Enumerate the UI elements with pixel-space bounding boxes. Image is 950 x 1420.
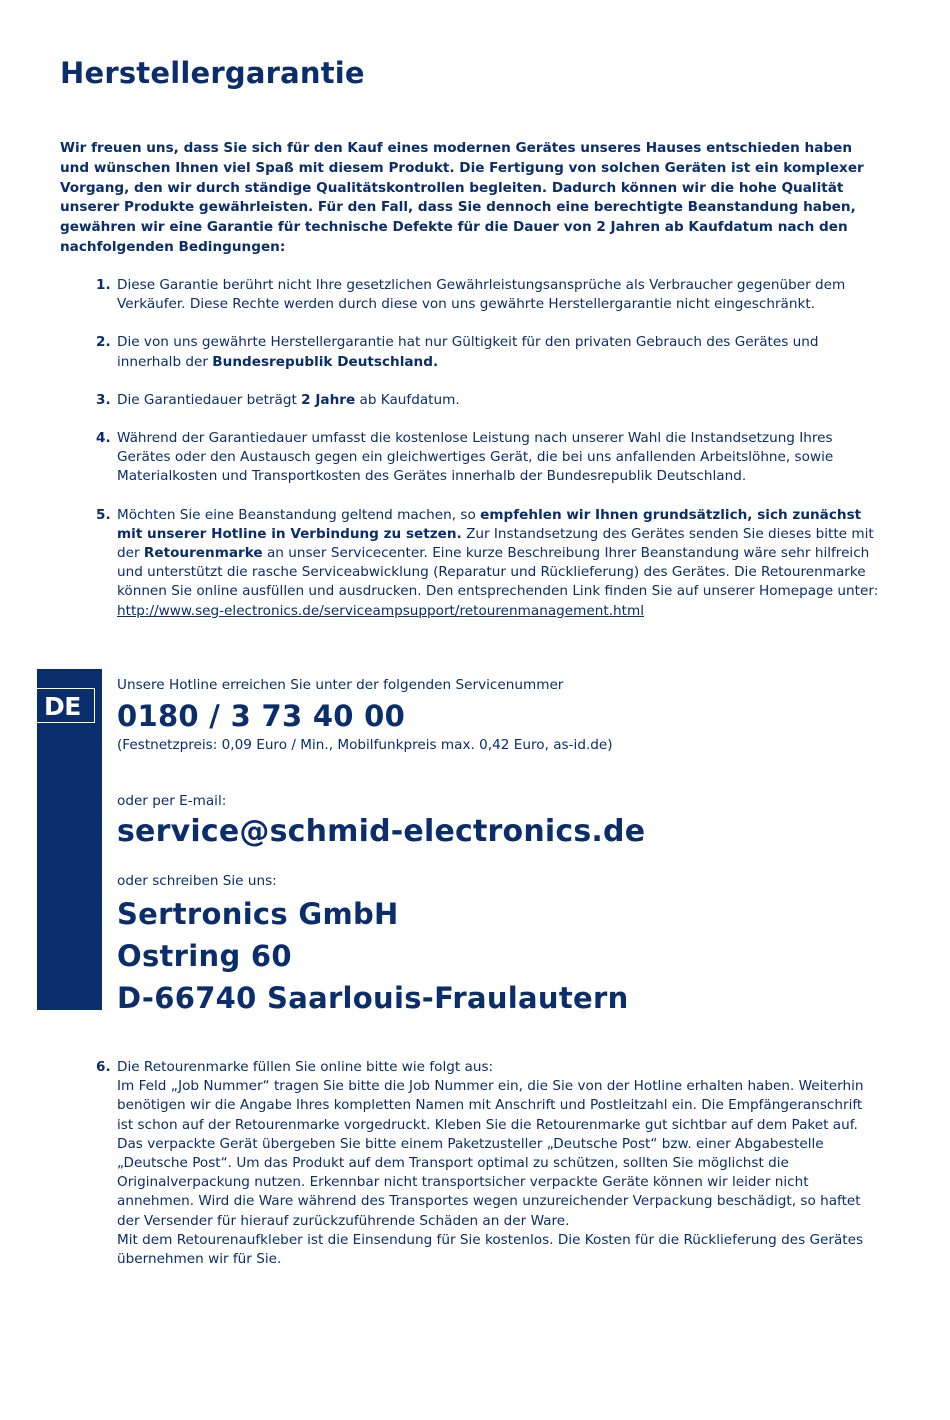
- address-line: Ostring 60: [117, 939, 292, 973]
- item-text-bold: 2 Jahre: [301, 391, 356, 408]
- item-text: [117, 333, 881, 371]
- item-text-line: Mit dem Retourenaufkleber ist die Einsendung für Sie kostenlos. Die Kosten für die Rücklieferung des Gerätes übernehmen wir für Sie.: [117, 1231, 864, 1268]
- item-text-bold: Bundesrepublik Deutschland.: [212, 353, 439, 370]
- retouren-link[interactable]: http://www.seg-electronics.de/serviceampsupport/retourenmanagement.html: [117, 602, 645, 619]
- item-text-part: Die von uns gewährte Herstellergarantie hat nur Gültigkeit für den privaten Gebrauch des Gerätes und innerhalb der: [117, 334, 819, 370]
- item-number: 5.: [96, 506, 111, 523]
- item-text-part: Zur Instandsetzung des Gerätes senden Sie dieses bitte mit der: [117, 525, 874, 562]
- item-text: [117, 391, 881, 410]
- item-text-line: Im Feld „Job Nummer“ tragen Sie bitte die Job Nummer ein, die Sie von der Hotline erhalten haben. Weiterhin benötigen wir die Angabe Ihres kompletten Namen mit Anschrift und Postleitzahl ein. Die Empfängeranschrift ist schon auf der Retourenmarke vorgedruckt. Kleben Sie die Retourenmarke gut sichtbar auf dem Paket auf. Das verpackte Gerät übergeben Sie bitte einem Paketzusteller „Deutsche Post“ bzw. einer Abgabestelle „Deutsche Post“. Um das Produkt auf dem Transport optimal zu schützen, sollten Sie möglichst die Originalverpackung nutzen. Erkennbar nicht transportsicher verpackte Geräte können wir leider nicht annehmen. Wird die Ware während des Transportes wegen unzureichender Verpackung beschädigt, so haftet der Versender für hierauf zurückzuführende Schäden an der Ware.: [117, 1078, 864, 1229]
- item-number: 4.: [96, 430, 111, 447]
- item-text: Während der Garantiedauer umfasst die kostenlose Leistung nach unserer Wahl die Instandsetzung Ihres Gerätes oder den Austausch gegen ein gleichwertiges Gerät, die bei uns anfallenden Arbeitslöhne, sowie Materialkosten und Transportkosten des Gerätes innerhalb der Bundesrepublik Deutschland.: [117, 430, 834, 485]
- intro-paragraph: Wir freuen uns, dass Sie sich für den Kauf eines modernen Gerätes unseres Hauses entschieden haben und wünschen Ihnen viel Spaß mit diesem Produkt. Die Fertigung von solchen Geräten ist ein komplexer Vorgang, den wir durch ständige Qualitätskontrollen begleiten. Dadurch können wir die hohe Qualität unserer Produkte gewährleisten. Für den Fall, dass Sie dennoch eine berechtigte Beanstandung haben, gewähren wir eine Garantie für technische Defekte für die Dauer von 2 Jahren ab Kaufdatum nach den nachfolgenden Bedingungen:: [60, 140, 864, 255]
- item-number: 3.: [96, 391, 111, 408]
- service-email[interactable]: service@schmid-electronics.de: [117, 814, 646, 849]
- address-line: Sertronics GmbH: [117, 897, 399, 931]
- item-text-line: Die Retourenmarke füllen Sie online bitte wie folgt aus:: [117, 1059, 494, 1075]
- page-title: Herstellergarantie: [60, 56, 365, 90]
- item-text-part: an unser Servicecenter. Eine kurze Beschreibung Ihrer Beanstandung wäre sehr hilfreich und unterstützt die rasche Serviceabwicklung (Reparatur und Rücklieferung) des Gerätes. Die Retourenmarke können Sie online ausfüllen und ausdrucken. Den entsprechenden Link finden Sie auf unserer Homepage unter:: [117, 545, 879, 600]
- hotline-price-note: (Festnetzpreis: 0,09 Euro / Min., Mobilfunkpreis max. 0,42 Euro, as-id.de): [117, 737, 613, 753]
- list-item: [96, 429, 881, 487]
- item-number: 2.: [96, 334, 111, 351]
- item-number: 6.: [96, 1059, 111, 1075]
- list-item: [96, 506, 881, 621]
- item-text-bold: empfehlen wir Ihnen grundsätzlich, sich zunächst mit unserer Hotline in Verbindung zu setzen.: [117, 506, 862, 542]
- email-intro: oder per E-mail:: [117, 793, 227, 809]
- hotline-number: 0180 / 3 73 40 00: [117, 699, 406, 733]
- list-item: [96, 1058, 881, 1269]
- list-item: [96, 391, 881, 410]
- item-text: Diese Garantie berührt nicht Ihre gesetzlichen Gewährleistungsansprüche als Verbraucher gegenüber dem Verkäufer. Diese Rechte werden durch diese von uns gewährte Herstellergarantie nicht eingeschränkt.: [117, 277, 846, 313]
- conditions-list-bottom: [96, 1058, 881, 1269]
- write-intro: oder schreiben Sie uns:: [117, 873, 277, 889]
- item-text-bold: Retourenmarke: [143, 545, 263, 562]
- postal-address: [117, 893, 629, 1019]
- item-text: [117, 506, 881, 621]
- item-text-part: Möchten Sie eine Beanstandung geltend machen, so: [117, 506, 481, 523]
- item-number: 1.: [96, 277, 111, 293]
- address-line: D-66740 Saarlouis-Fraulautern: [117, 981, 629, 1015]
- conditions-list-top: [96, 276, 881, 621]
- hotline-intro: Unsere Hotline erreichen Sie unter der folgenden Servicenummer: [117, 677, 564, 693]
- list-item: [96, 333, 881, 371]
- country-badge: DE: [37, 688, 95, 723]
- item-text-part: ab Kaufdatum.: [355, 391, 460, 408]
- list-item: [96, 276, 881, 314]
- item-text-part: Die Garantiedauer beträgt: [117, 391, 302, 408]
